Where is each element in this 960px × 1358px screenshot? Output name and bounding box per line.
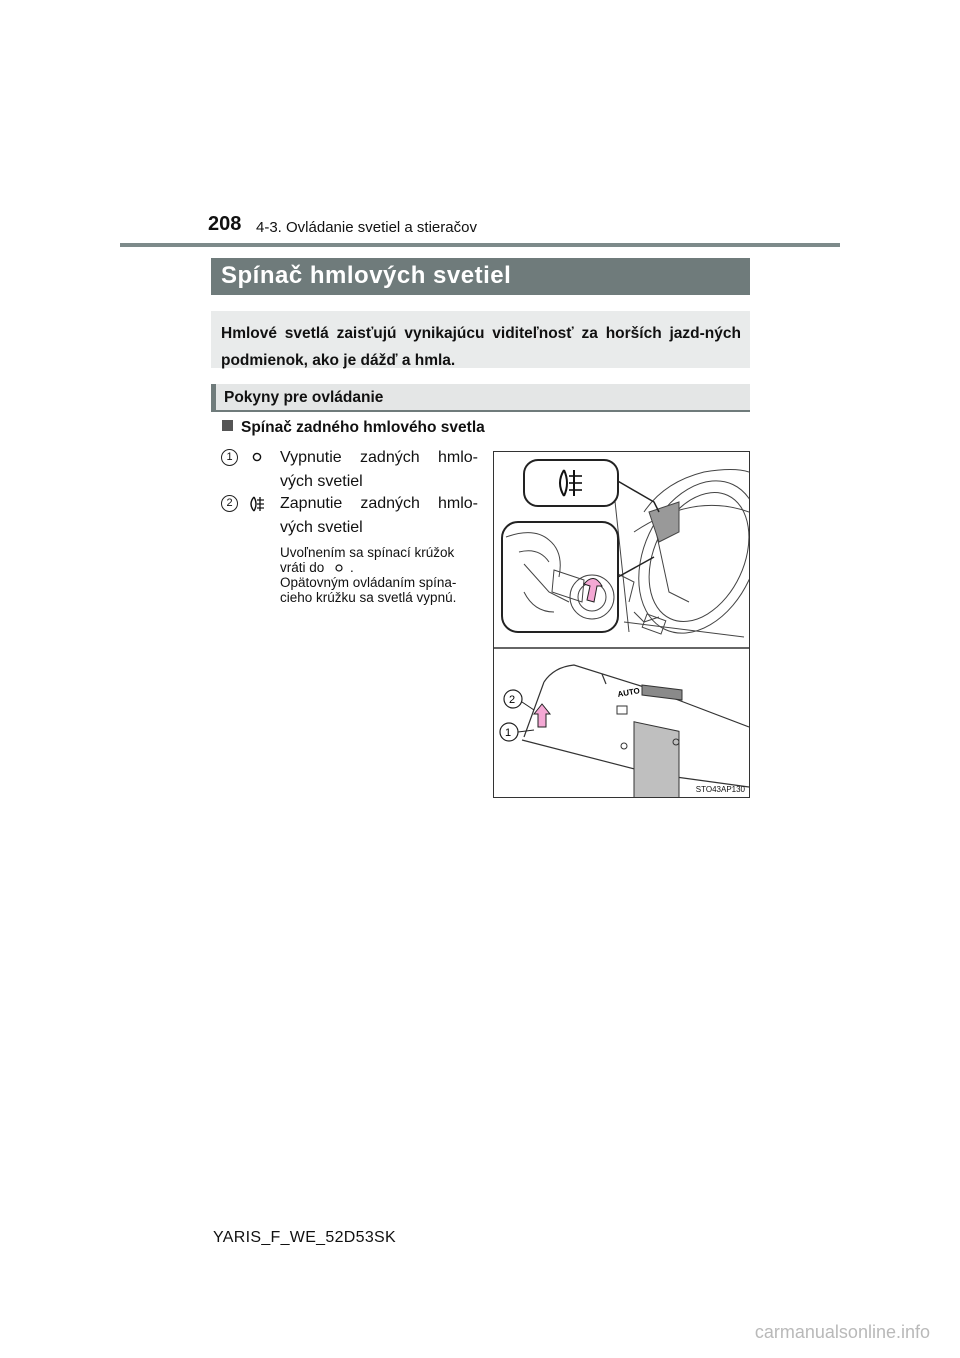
section-heading [222,419,485,437]
illustration-figure [493,451,750,798]
fog-off-icon [251,451,263,463]
fog-switch-illustration [494,452,749,797]
watermark: carmanualsonline.info [754,1322,930,1342]
item-2-text: Zapnutie zadných hmlo-vých svetiel [280,495,478,536]
callout-1: 1 [505,727,512,739]
figure-code: STO43AP130 [695,785,745,794]
note-text-3: Opätovným ovládaním spína-cieho krúžku sa svetlá vypnú. [280,575,457,605]
note-text-2: . [350,560,354,575]
section-heading-text: Spínač zadného hmlového svetla [241,419,485,436]
note-text-1: Uvoľnením sa spínací krúžok vráti do [280,545,455,575]
item-number-1: 1 [221,449,238,466]
rear-fog-light-icon [246,495,266,513]
bullet-square-icon [222,420,233,431]
section-header: 4-3. Ovládanie svetiel a stieračov [256,219,477,236]
page-number: 208 [208,213,242,235]
item-1-text: Vypnutie zadných hmlo-vých svetiel [280,449,478,490]
callout-2: 2 [509,694,516,706]
subsection-rule [211,410,750,412]
note [280,545,478,605]
auto-label: AUTO [616,686,641,699]
item-number-2: 2 [221,495,238,512]
page-title: Spínač hmlových svetiel [211,258,750,295]
fog-off-inline-icon [328,563,350,573]
header-rule [120,243,840,247]
subsection-title: Pokyny pre ovládanie [211,384,750,412]
footer-code: YARIS_F_WE_52D53SK [213,1229,396,1246]
intro-box [211,311,750,368]
intro-text: Hmlové svetlá zaisťujú vynikajúcu viditeľnosť za horších jazd-ných podmienok, ako je dážď a hmla. [221,325,741,369]
